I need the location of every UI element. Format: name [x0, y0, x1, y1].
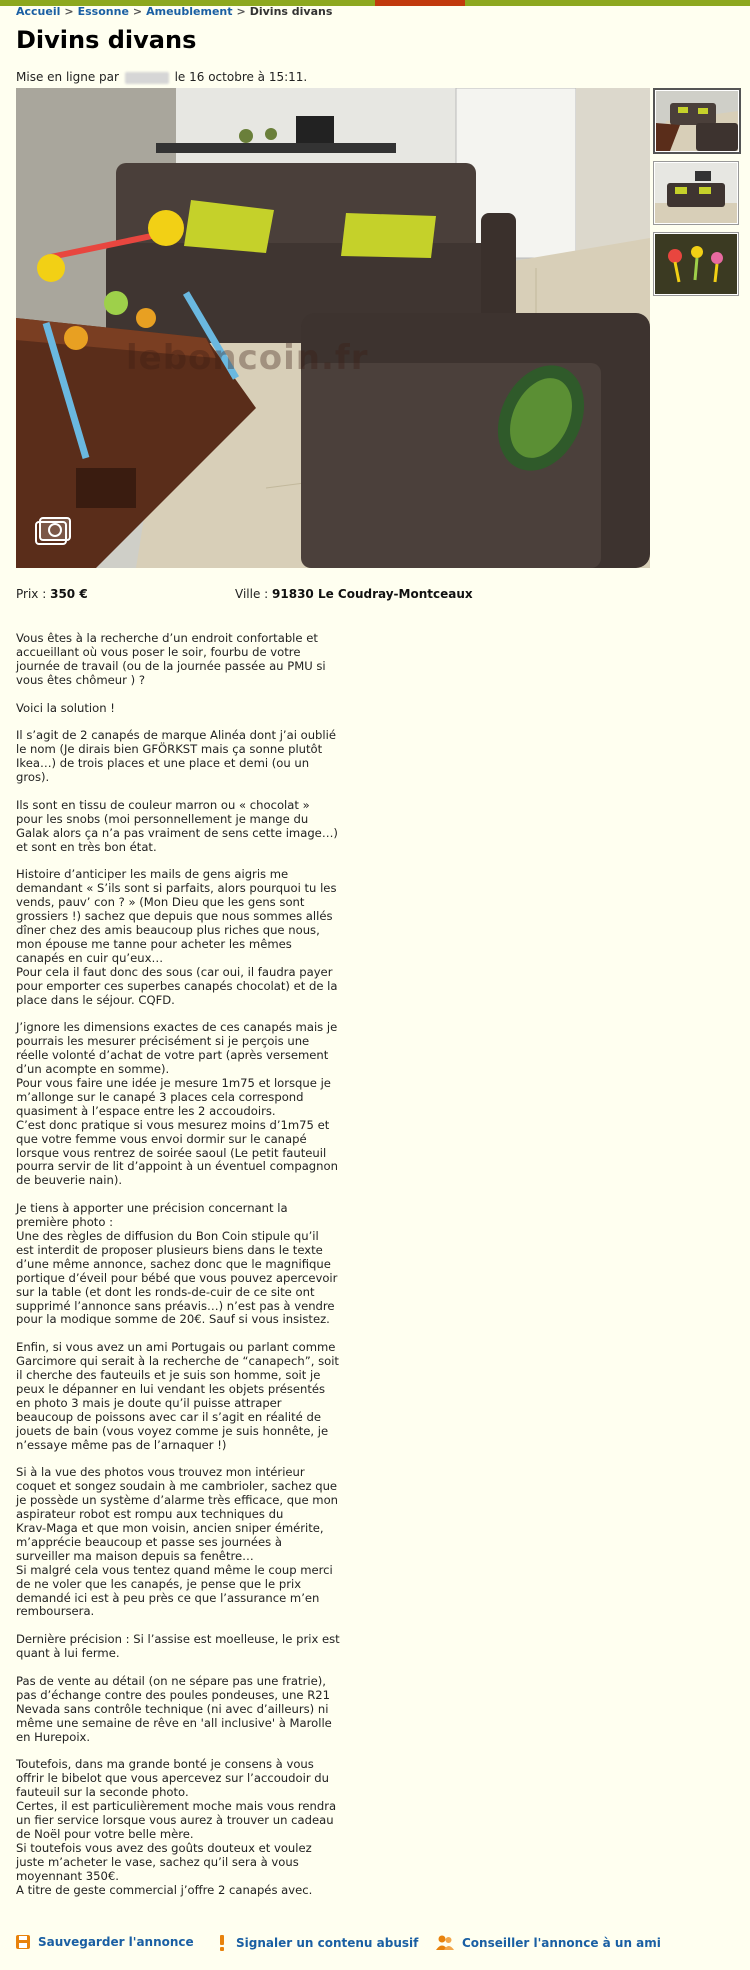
city-value: 91830 Le Coudray-Montceaux [272, 587, 473, 601]
ad-description: Vous êtes à la recherche d’un endroit confortable et accueillant où vous poser le soir, fourbu de votre journée de travail (ou de la journée passée au PMU si vous êtes chômeur ) ? Voici la solution ! Il s’agit de 2 canapés de marque Alinéa dont j’ai oublié le nom (Je dirais bien GFÖRKST mais ça sonne plutôt Ikea…) de trois places et une place et demi (ou un gros). Ils sont en tissu de couleur marron ou « chocolat » pour les snobs (moi personnellement je mange du Galak alors ça n’a pas vraiment de sens cette image…) et sont en très bon état. Histoire d’anticiper les mails de gens aigris me demandant « S’ils sont si parfaits, alors pourquoi tu les vends, pauv’ con ? » (Mon Dieu que les gens sont grossiers !) sachez que depuis que nous sommes allés dîner chez des amis beaucoup plus riches que nous, mon épouse me tanne pour acheter les mêmes canapés en cuir qu’eux… Pour cela il faut donc des sous (car oui, il faudra payer pour emporter ces superbes canapés chocolat) et de la place dans le séjour. CQFD. J’ignore les dimensions exactes de ces canapés mais je pourrais les mesurer précisément si je perçois une réelle volonté d’achat de votre part (après versement d’un acompte en somme). Pour vous faire une idée je mesure 1m75 et lorsque je m’allonge sur le canapé 3 places cela correspond quasiment à l’espace entre les 2 accoudoirs. C’est donc pratique si vous mesurez moins d’1m75 et que votre femme vous envoi dormir sur le canapé lorsque vous rentrez de soirée saoul (Le petit fauteuil pourra servir de lit d’appoint à un éventuel compagnon de beuverie nain). Je tiens à apporter une précision concernant la première photo : Une des règles de diffusion du Bon Coin stipule qu’il est interdit de proposer plusieurs biens dans le texte d’une même annonce, sachez donc que le magnifique portique d’éveil pour bébé que vous pouvez apercevoir sur la table (et dont les ronds-de-cuir de ce site ont supprimé l’annonce sans préavis…) n’est pas à vendre pour la modique somme de 20€. Sauf si vous insistez. Enfin, si vous avez un ami Portugais ou parlant comme Garcimore qui serait à la recherche de “canapech”, soit il cherche des fauteuils et je suis son homme, soit je peux le dépanner en lui vendant les objets présentés en photo 3 mais je doute qu’il puisse attraper beaucoup de poissons avec car il s’agit en réalité de jouets de bain (vous voyez comme je suis honnête, je n’essaye même pas de l’arnaquer !) Si à la vue des photos vous trouvez mon intérieur coquet et songez soudain à me cambrioler, sachez que je possède un système d’alarme très efficace, que mon aspirateur robot est rompu aux techniques du Krav-Maga et que mon voisin, ancien sniper émérite, m’apprécie beaucoup et passe ses journées à surveiller ma maison depuis sa fenêtre… Si malgré cela vous tentez quand même le coup merci de ne voler que les canapés, je pense que le prix demandé ici est à peu près ce que l’assurance m’en remboursera. Dernière précision : Si l’assise est moelleuse, le prix est quant à lui ferme. Pas de vente au détail (on ne sépare pas une fratrie), pas d’échange contre des poules pondeuses, une R21 Nevada sans contrôle technique (ni avec d’ailleurs) ni même une semaine de rêve en 'all inclusive' à Marolle en Hurepoix. Toutefois, dans ma grande bonté je consens à vous offrir le bibelot que vous apercevez sur l’accoudoir du fauteuil sur la seconde photo. Certes, il est particulièrement moche mais vous rendra un fier service lorsque vous aurez à trouver un cadeau de Noël pour votre belle mère. Si toutefois vous avez des goûts douteux et voulez juste m’acheter le vase, sachez qu’il sera à vous moyennant 350€. A titre de geste commercial j’offre 2 canapés avec. [16, 631, 340, 1897]
exclamation-icon [216, 1935, 228, 1951]
save-ad-button[interactable] [16, 1935, 194, 1949]
city-row [235, 587, 473, 601]
posted-date: le 16 octobre à 15:11. [174, 70, 308, 84]
ad-title: Divins divans [16, 26, 197, 54]
price-row [16, 587, 88, 601]
photo-watermark: leboncoin.fr [126, 338, 369, 378]
price-label: Prix : [16, 587, 47, 601]
living-room-photo [16, 88, 650, 568]
price-value: 350 € [50, 587, 88, 601]
save-ad-label: Sauvegarder l'annonce [38, 1935, 194, 1949]
breadcrumb-category[interactable]: Ameublement [146, 5, 233, 18]
ad-actions [16, 1935, 736, 1959]
seller-name-redacted[interactable] [125, 72, 169, 84]
breadcrumb-separator: > [236, 5, 246, 18]
share-friend-button[interactable] [436, 1935, 661, 1951]
posted-prefix: Mise en ligne par [16, 70, 119, 84]
posted-info [16, 70, 307, 84]
breadcrumb-separator: > [132, 5, 143, 18]
report-abuse-label: Signaler un contenu abusif [236, 1936, 419, 1950]
report-abuse-button[interactable] [216, 1935, 418, 1951]
thumbnail-sofa-1[interactable] [653, 88, 741, 154]
breadcrumb-region[interactable]: Essonne [77, 5, 129, 18]
camera-count-icon [34, 516, 72, 548]
main-photo[interactable] [16, 88, 650, 568]
share-friend-label: Conseiller l'annonce à un ami [462, 1936, 661, 1950]
thumbnail-strip [653, 88, 739, 303]
breadcrumb-home[interactable]: Accueil [16, 5, 61, 18]
breadcrumb [16, 5, 332, 18]
people-icon [436, 1935, 454, 1951]
thumbnail-baby-toys[interactable] [653, 232, 739, 296]
breadcrumb-current: Divins divans [249, 5, 333, 18]
floppy-disk-icon [16, 1935, 30, 1949]
city-label: Ville : [235, 587, 269, 601]
breadcrumb-separator: > [64, 5, 74, 18]
thumbnail-sofa-2[interactable] [653, 161, 739, 225]
